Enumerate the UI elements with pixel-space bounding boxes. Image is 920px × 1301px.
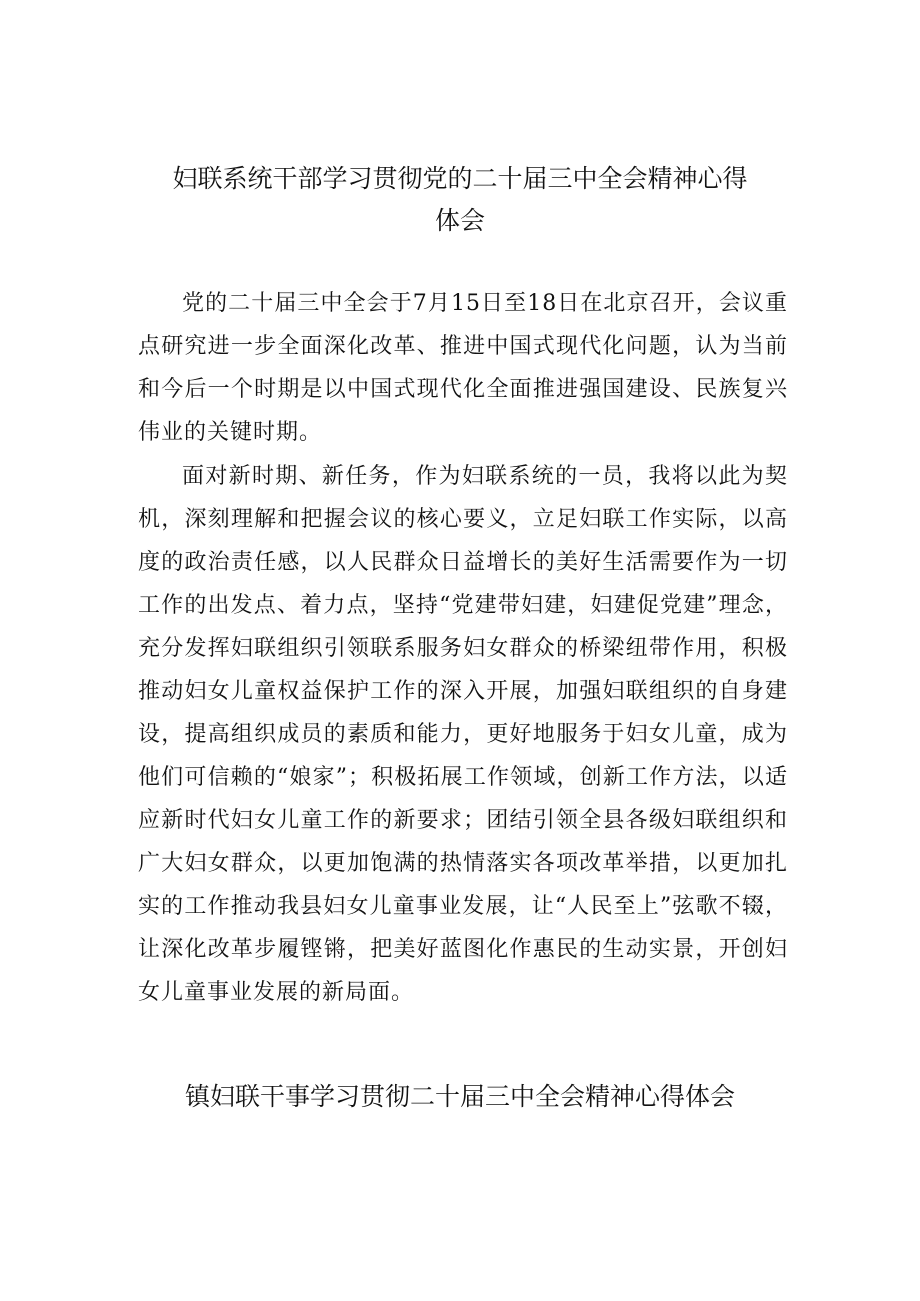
paragraph-2: 面对新时期、新任务，作为妇联系统的一员，我将以此为契机，深刻理解和把握会议的核心要义，立足妇联工作实际，以高度的政治责任感，以人民群众日益增长的美好生活需要作为一切工作的出发点、着力点，坚持“党建带妇建，妇建促党建”理念，充分发挥妇联组织引领联系服务妇女群众的桥梁纽带作用，积极推动妇女儿童权益保护工作的深入开展，加强妇联组织的自身建设，提高组织成员的素质和能力，更好地服务于妇女儿童，成为他们可信赖的“娘家”；积极拓展工作领域，创新工作方法，以适应新时代妇女儿童工作的新要求；团结引领全县各级妇联组织和广大妇女群众，以更加饱满的热情落实各项改革举措，以更加扎实的工作推动我县妇女儿童事业发展，让“人民至上”弦歌不辍，让深化改革步履铿锵，把美好蓝图化作惠民的生动实景，开创妇女儿童事业发展的新局面。 (138, 464, 788, 1005)
document-title (140, 158, 780, 242)
paragraph-1: 党的二十届三中全会于7月15日至18日在北京召开，会议重点研究进一步全面深化改革、推进中国式现代化问题，认为当前和今后一个时期是以中国式现代化全面推进强国建设、民族复兴伟业的关键时期。 (138, 291, 788, 445)
title-line-1: 妇联系统干部学习贯彻党的二十届三中全会精神心得 (172, 164, 748, 193)
title-line-2: 体会 (434, 206, 485, 235)
document-body (138, 282, 788, 1014)
second-article-title: 镇妇联干事学习贯彻二十届三中全会精神心得体会 (184, 1082, 735, 1111)
